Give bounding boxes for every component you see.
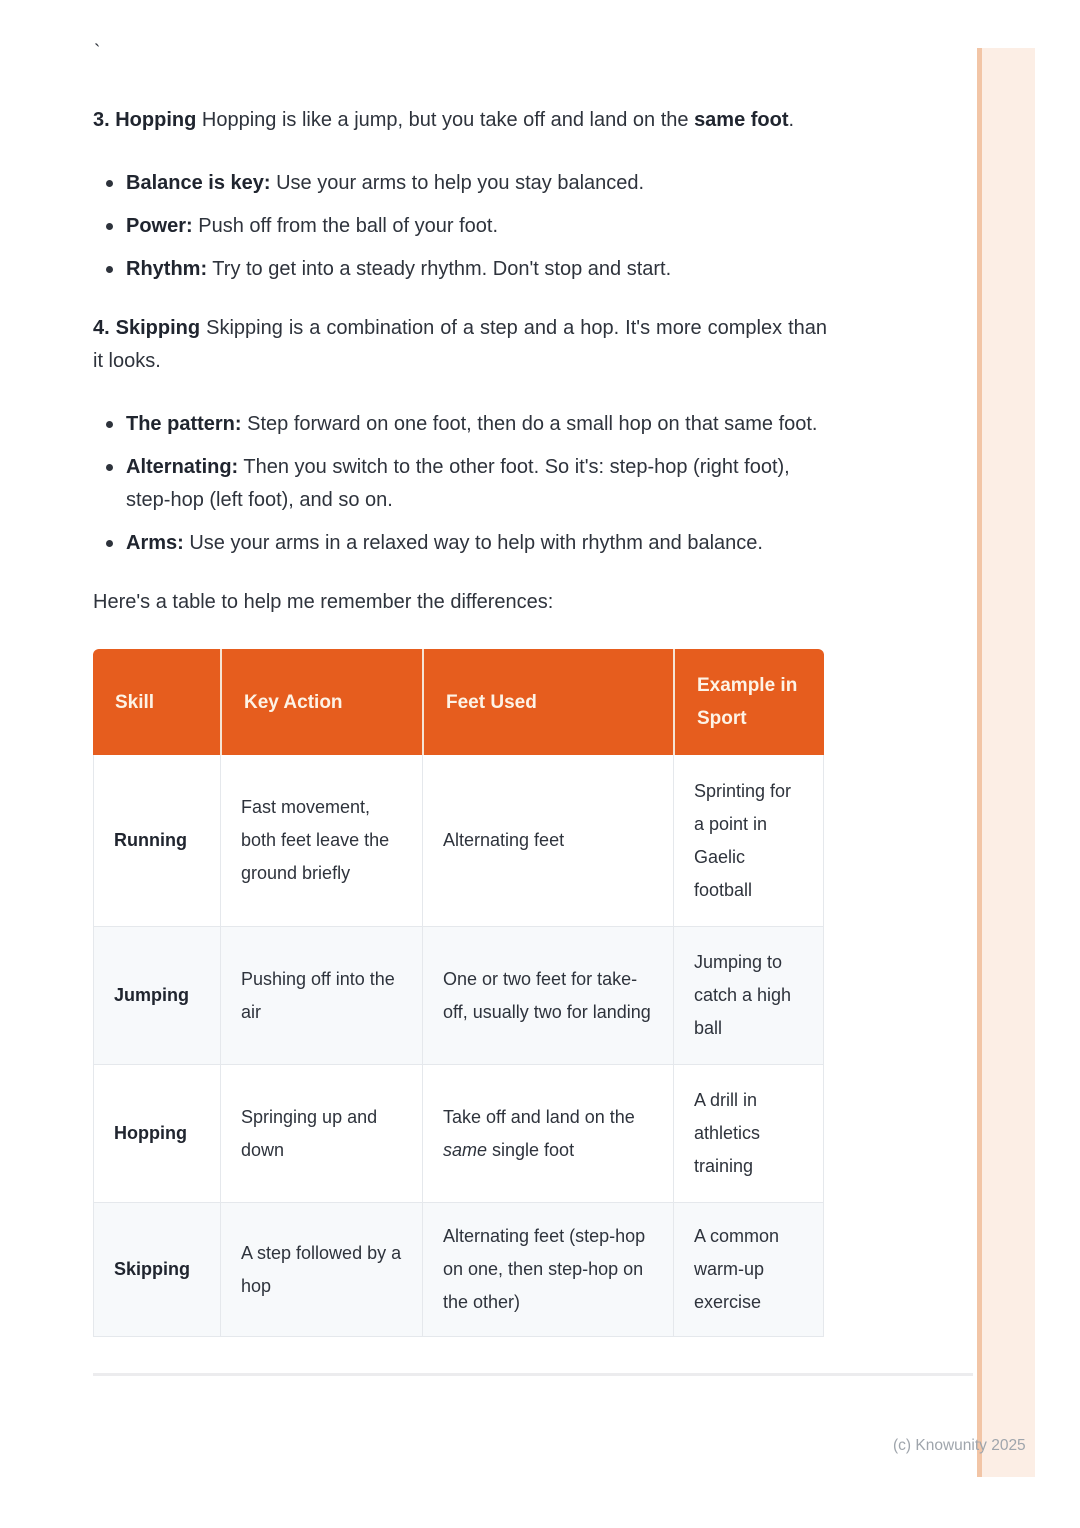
bullet-label: The pattern:	[126, 413, 242, 435]
cell-key-action: A step followed by a hop	[220, 1203, 422, 1337]
bullet-label: Balance is key:	[126, 172, 271, 194]
bullet-text: Try to get into a steady rhythm. Don't stop and start.	[207, 258, 672, 280]
skipping-heading: 4. Skipping	[93, 317, 201, 339]
hopping-period: .	[788, 109, 795, 131]
bullet-text: Then you switch to the other foot. So it's: step-hop (right foot), step-hop (left foot), and so on.	[126, 456, 790, 511]
cell-example: A drill in athletics training	[673, 1065, 824, 1203]
bullet-text: Use your arms in a relaxed way to help with rhythm and balance.	[183, 532, 763, 554]
feet-used-pre: Take off and land on the	[443, 1106, 635, 1127]
footer-divider-line	[93, 1373, 973, 1376]
list-item	[126, 451, 827, 517]
hopping-bold-phrase: same foot	[694, 109, 789, 131]
bullet-label: Alternating:	[126, 456, 239, 478]
cell-key-action: Pushing off into the air	[220, 927, 422, 1065]
cell-feet-used	[422, 1065, 673, 1203]
column-header-skill: Skill	[93, 649, 220, 755]
table-row-jumping	[93, 927, 824, 1065]
skills-comparison-table	[93, 649, 824, 1337]
column-header-feet-used: Feet Used	[422, 649, 673, 755]
list-item	[126, 408, 827, 441]
page-edge-highlight-strip	[977, 48, 1035, 1477]
cell-key-action: Springing up and down	[220, 1065, 422, 1203]
cell-feet-used: One or two feet for take-off, usually two for landing	[422, 927, 673, 1065]
skipping-body: Skipping is a combination of a step and a hop. It's more complex than it looks.	[93, 317, 828, 372]
cell-example: Jumping to catch a high ball	[673, 927, 824, 1065]
hopping-body: Hopping is like a jump, but you take off and land on the	[196, 109, 695, 131]
stray-backtick-mark: `	[94, 42, 101, 63]
column-header-key-action: Key Action	[220, 649, 422, 755]
list-item	[126, 167, 827, 200]
table-row-hopping	[93, 1065, 824, 1203]
bullet-label: Power:	[126, 215, 193, 237]
cell-example: A common warm-up exercise	[673, 1203, 824, 1337]
cell-feet-used: Alternating feet	[422, 755, 673, 927]
table-header-row	[93, 649, 824, 755]
paragraph-skipping	[93, 312, 827, 378]
cell-skill: Skipping	[93, 1203, 220, 1337]
column-header-example: Example in Sport	[673, 649, 824, 755]
list-item	[126, 210, 827, 243]
hopping-bullet-list	[93, 167, 827, 286]
table-intro-text: Here's a table to help me remember the differences:	[93, 591, 554, 613]
cell-skill: Hopping	[93, 1065, 220, 1203]
bullet-text: Push off from the ball of your foot.	[192, 215, 499, 237]
feet-used-post: single foot	[487, 1139, 575, 1160]
document-content	[93, 104, 827, 1376]
copyright-text: (c) Knowunity 2025	[893, 1437, 1026, 1454]
cell-example: Sprinting for a point in Gaelic football	[673, 755, 824, 927]
bullet-label: Rhythm:	[126, 258, 208, 280]
paragraph-hopping	[93, 104, 827, 137]
cell-feet-used: Alternating feet (step-hop on one, then step-hop on the other)	[422, 1203, 673, 1337]
skipping-bullet-list	[93, 408, 827, 560]
list-item	[126, 253, 827, 286]
bullet-text: Use your arms to help you stay balanced.	[270, 172, 645, 194]
list-item	[126, 527, 827, 560]
cell-key-action: Fast movement, both feet leave the ground briefly	[220, 755, 422, 927]
hopping-heading: 3. Hopping	[93, 109, 197, 131]
cell-skill: Running	[93, 755, 220, 927]
cell-skill: Jumping	[93, 927, 220, 1065]
table-row-running	[93, 755, 824, 927]
bullet-text: Step forward on one foot, then do a small hop on that same foot.	[241, 413, 818, 435]
table-row-skipping	[93, 1203, 824, 1337]
bullet-label: Arms:	[126, 532, 184, 554]
feet-used-italic: same	[443, 1139, 488, 1160]
